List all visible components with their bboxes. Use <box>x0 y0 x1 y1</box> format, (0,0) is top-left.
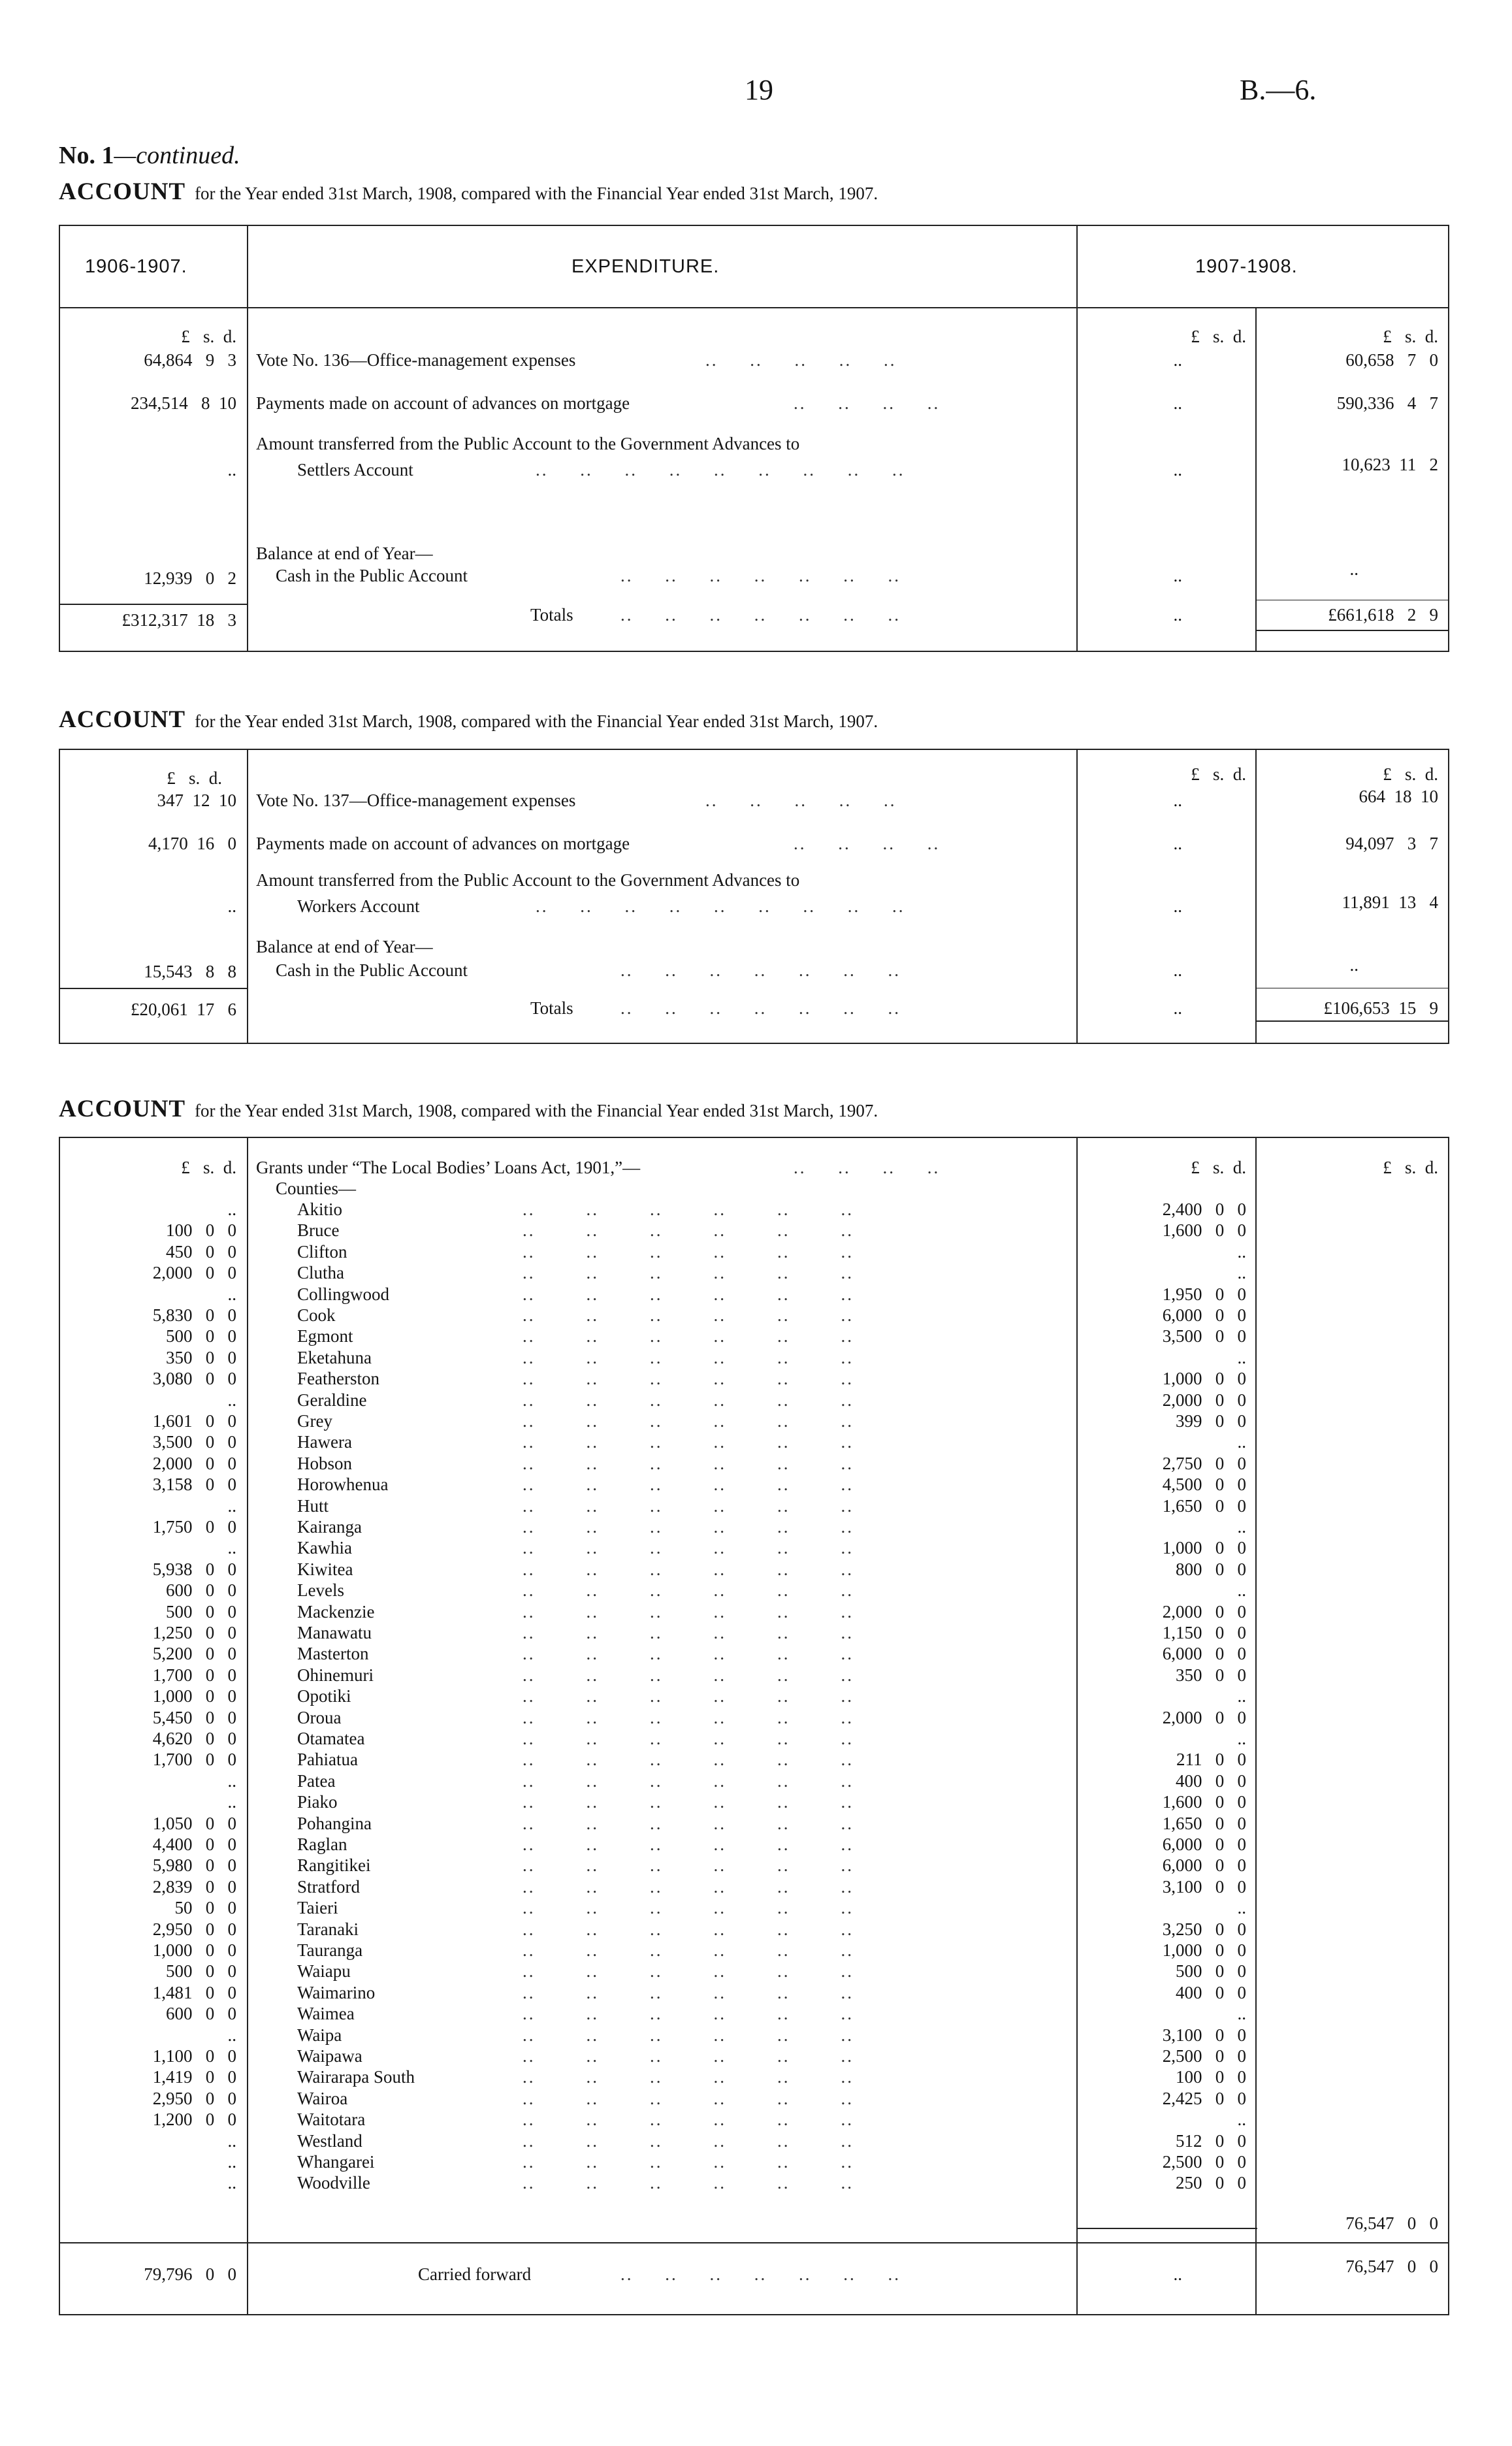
prev-amount: 234,514 8 10 <box>131 393 236 413</box>
row-description: Amount transferred from the Public Account to the Government Advances to <box>256 870 800 890</box>
county-prev-amount: 1,200 0 0 <box>152 2110 236 2129</box>
county-cur-amount: 399 0 0 <box>1176 1411 1246 1431</box>
county-prev-amount: .. <box>227 2152 236 2172</box>
counties-heading: Counties— <box>276 1179 357 1198</box>
county-prev-amount: 1,750 0 0 <box>152 1517 236 1537</box>
row-description: Payments made on account of advances on mortgage <box>256 393 630 413</box>
prev-amount: .. <box>227 460 236 480</box>
county-cur-amount: 250 0 0 <box>1176 2173 1246 2193</box>
carried-prev: 79,796 0 0 <box>144 2264 236 2284</box>
county-name: Clutha <box>297 1263 344 1282</box>
totals-label: Totals <box>530 605 573 625</box>
county-prev-amount: .. <box>227 1199 236 1219</box>
county-prev-amount: 1,481 0 0 <box>152 1983 236 2002</box>
col2-amount: 60,658 7 0 <box>1345 350 1438 370</box>
county-name: Piako <box>297 1792 338 1812</box>
lsd-heading: £ s. d. <box>181 327 236 346</box>
county-prev-amount: .. <box>227 1771 236 1791</box>
county-cur-amount: .. <box>1237 1517 1246 1537</box>
page-number: 19 <box>745 74 773 106</box>
county-name: Waimarino <box>297 1983 376 2002</box>
continued-number: No. 1 <box>59 142 114 169</box>
county-prev-amount: 2,839 0 0 <box>152 1877 236 1897</box>
col2-amount: .. <box>1349 955 1359 975</box>
county-name: Wairarapa South <box>297 2067 415 2087</box>
county-cur-amount: 1,600 0 0 <box>1162 1220 1246 1240</box>
county-cur-amount: 1,650 0 0 <box>1162 1814 1246 1833</box>
county-cur-amount: 2,425 0 0 <box>1162 2089 1246 2108</box>
county-name: Waipawa <box>297 2046 362 2066</box>
lsd-heading: £ s. d. <box>181 1158 236 1177</box>
county-cur-amount: 2,500 0 0 <box>1162 2046 1246 2066</box>
county-name: Wairoa <box>297 2089 348 2108</box>
report-code: B.—6. <box>1240 74 1317 106</box>
county-name: Taranaki <box>297 1919 359 1939</box>
account-3-label: ACCOUNT <box>59 1096 186 1122</box>
county-prev-amount: .. <box>227 2025 236 2045</box>
county-cur-amount: 211 0 0 <box>1176 1750 1246 1769</box>
county-cur-amount: .. <box>1237 2110 1246 2129</box>
row-description: Cash in the Public Account <box>276 960 468 980</box>
county-cur-amount: 3,100 0 0 <box>1162 2025 1246 2045</box>
county-prev-amount: 5,830 0 0 <box>152 1305 236 1325</box>
lsd-heading: £ s. d. <box>167 768 222 788</box>
prev-amount: 4,170 16 0 <box>148 834 236 853</box>
continued-word: —continued. <box>114 142 240 169</box>
county-name: Hawera <box>297 1432 352 1452</box>
county-name: Egmont <box>297 1326 353 1346</box>
county-prev-amount: .. <box>227 2131 236 2151</box>
county-prev-amount: .. <box>227 1496 236 1516</box>
county-cur-amount: .. <box>1237 1432 1246 1452</box>
county-cur-amount: 6,000 0 0 <box>1162 1644 1246 1663</box>
county-name: Cook <box>297 1305 336 1325</box>
county-prev-amount: 2,000 0 0 <box>152 1454 236 1473</box>
county-name: Raglan <box>297 1834 347 1854</box>
county-prev-amount: 600 0 0 <box>166 2004 236 2023</box>
county-prev-amount: 50 0 0 <box>174 1898 236 1917</box>
account-2-subtitle: for the Year ended 31st March, 1908, compared with the Financial Year ended 31st March, 1907. <box>195 711 878 731</box>
county-cur-amount: .. <box>1237 1580 1246 1600</box>
county-prev-amount: 5,200 0 0 <box>152 1644 236 1663</box>
county-cur-amount: .. <box>1237 1898 1246 1917</box>
county-cur-amount: 100 0 0 <box>1176 2067 1246 2087</box>
account-3-heading <box>59 1095 878 1123</box>
row-description: Settlers Account <box>297 460 413 480</box>
account-2-heading <box>59 706 878 734</box>
county-name: Kiwitea <box>297 1559 353 1579</box>
row-description: Vote No. 136—Office-management expenses <box>256 350 576 370</box>
county-cur-amount: 1,000 0 0 <box>1162 1369 1246 1388</box>
county-name: Clifton <box>297 1242 347 1262</box>
county-cur-amount: 350 0 0 <box>1176 1665 1246 1685</box>
county-name: Tauranga <box>297 1940 363 1960</box>
county-prev-amount: .. <box>227 1390 236 1410</box>
row-description: Amount transferred from the Public Account to the Government Advances to <box>256 434 800 453</box>
county-prev-amount: 350 0 0 <box>166 1348 236 1367</box>
county-prev-amount: 1,700 0 0 <box>152 1665 236 1685</box>
county-name: Westland <box>297 2131 362 2151</box>
county-cur-amount: 1,000 0 0 <box>1162 1538 1246 1557</box>
county-name: Pahiatua <box>297 1750 358 1769</box>
col1-amount: .. <box>1173 998 1182 1018</box>
col1-amount: .. <box>1173 350 1182 370</box>
county-cur-amount: 2,500 0 0 <box>1162 2152 1246 2172</box>
county-prev-amount: 450 0 0 <box>166 1242 236 1262</box>
county-prev-amount: 600 0 0 <box>166 1580 236 1600</box>
lsd-heading: £ s. d. <box>1191 764 1246 784</box>
county-prev-amount: .. <box>227 2173 236 2193</box>
col-expenditure: EXPENDITURE. <box>571 256 720 277</box>
county-prev-amount: 4,620 0 0 <box>152 1729 236 1748</box>
account-1-heading <box>59 178 878 206</box>
county-prev-amount: 100 0 0 <box>166 1220 236 1240</box>
county-name: Collingwood <box>297 1284 390 1304</box>
county-prev-amount: .. <box>227 1792 236 1812</box>
county-prev-amount: 1,000 0 0 <box>152 1940 236 1960</box>
county-prev-amount: 1,100 0 0 <box>152 2046 236 2066</box>
county-cur-amount: 6,000 0 0 <box>1162 1855 1246 1875</box>
county-name: Rangitikei <box>297 1855 371 1875</box>
county-prev-amount: 5,938 0 0 <box>152 1559 236 1579</box>
county-name: Akitio <box>297 1199 343 1219</box>
prev-amount: .. <box>227 896 236 916</box>
county-name: Oroua <box>297 1708 342 1727</box>
row-description: Payments made on account of advances on mortgage <box>256 834 630 853</box>
county-cur-amount: 400 0 0 <box>1176 1983 1246 2002</box>
county-cur-amount: 4,500 0 0 <box>1162 1475 1246 1494</box>
county-cur-amount: 1,000 0 0 <box>1162 1940 1246 1960</box>
county-prev-amount: 4,400 0 0 <box>152 1834 236 1854</box>
county-name: Kairanga <box>297 1517 362 1537</box>
county-name: Waitotara <box>297 2110 366 2129</box>
col2-amount: 664 18 10 <box>1359 787 1438 806</box>
county-name: Eketahuna <box>297 1348 372 1367</box>
document-page: 19 B.—6. No. 1—continued. ACCOUNT for the Year ended 31st March, 1908, compared with the Financial Year ended 31st March, 1907. 1906-1907. EXPENDITURE. 1907-1908. £ s. d. £ s. d. £ s. d. 64,864 9 3 Vote No. 136—Office-management expenses .. .. .. .. .. .. 60,658 7 0 234,514 8 10 Payments made on account of advances on mortgage .. .. .. .. .. 590,336 4 7 Amount transferred from the Public Account to the Government Advances to .. Settlers Account .. .. .. .. .. .. .. .. .. .. 10,623 11 2 Balance at end of Year— 12,939 0 2 Cash in the Public Account .. .. .. .. .. .. .. .. .. £312,317 18 3 Totals .. .. .. .. .. .. .. .. £661,618 2 9 ACCOUNT for the Year ended 31st March, 1908, compared with the Financial Year ended 31st March, 1907. £ s. d. £ s. d. £ s. d. 347 12 10 Vote No. 137—Office-management expenses .. .. .. .. .. .. 664 18 10 4,170 16 0 Payments made on account of advances on mortgage .. .. .. .. .. 94,097 3 7 Amount transferred from the Public Account to the Government Advances to .. Workers Account .. .. .. .. .. .. .. .. .. .. 11,891 13 4 Balance at end of Year— 15,543 8 8 Cash in the Public Account .. .. .. .. .. .. .. .. .. £20,061 17 6 Totals .. .. .. .. .. .. .. .. £106,653 15 9 ACCOUNT for the Year ended 31st March, 1908, compared with the Financial Year ended 31st March, 1907. £ s. d. £ s. d. £ s. d. Grants under “The Local Bodies’ Loans Act, 1901,”— .. .. .. .. Counties— .. Akitio .. .. .. .. .. .. 2,400 0 0 100 0 0 Bruce .. .. .. .. .. .. 1,600 0 0 450 0 0 Clifton .. .. .. .. .. .. .. 2,000 0 0 Clutha .. .. .. .. .. .. .. .. Collingwood .. .. .. .. .. .. 1,950 0 0 5,830 0 0 Cook .. .. .. .. .. .. 6,000 0 0 500 0 0 Egmont .. .. .. .. .. .. 3,500 0 0 350 0 0 Eketahuna .. .. .. .. .. .. .. 3,080 0 0 Featherston .. .. .. .. .. .. 1,000 0 0 .. Geraldine .. .. .. .. .. .. 2,000 0 0 1,601 0 0 Grey .. .. .. .. .. .. 399 0 0 3,500 0 0 Hawera .. .. .. .. .. .. .. 2,000 0 0 Hobson .. .. .. .. .. .. 2,750 0 0 3,158 0 0 Horowhenua .. .. .. .. .. .. 4,500 0 0 .. Hutt .. .. .. .. .. .. 1,650 0 0 1,750 0 0 Kairanga .. .. .. .. .. .. .. .. Kawhia .. .. .. .. .. .. 1,000 0 0 5,938 0 0 Kiwitea .. .. .. .. .. .. 800 0 0 600 0 0 Levels .. .. .. .. .. .. .. 500 0 0 Mackenzie .. .. .. .. .. .. 2,000 0 0 1,250 0 0 Manawatu .. .. .. .. .. .. 1,150 0 0 5,200 0 0 Masterton .. .. .. .. .. .. 6,000 0 0 1,700 0 0 Ohinemuri .. .. .. .. .. .. 350 0 0 1,000 0 0 Opotiki .. .. .. .. .. .. .. 5,450 0 0 Oroua .. .. .. .. .. .. 2,000 0 0 4,620 0 0 Otamatea .. .. .. .. .. .. .. 1,700 0 0 Pahiatua .. .. .. .. .. .. 211 0 0 .. Patea .. .. .. .. .. .. 400 0 0 .. Piako .. .. .. .. .. .. 1,600 0 0 1,050 0 0 Pohangina .. .. .. .. .. .. 1,650 0 0 4,400 0 0 Raglan .. .. .. .. .. .. 6,000 0 0 5,980 0 0 Rangitikei .. .. .. .. .. .. 6,000 0 0 2,839 0 0 Stratford .. .. .. .. .. .. 3,100 0 0 50 0 0 Taieri .. .. .. .. .. .. .. 2,950 0 0 Taranaki .. .. .. .. .. .. 3,250 0 0 1,000 0 0 Tauranga .. .. .. .. .. .. 1,000 0 0 500 0 0 Waiapu .. .. .. .. .. .. 500 0 0 1,481 0 0 Waimarino .. .. .. .. .. .. 400 0 0 600 0 0 Waimea .. .. .. .. .. .. .. .. Waipa .. .. .. .. .. .. 3,100 0 0 1,100 0 0 Waipawa .. .. .. .. .. .. 2,500 0 0 1,419 0 0 Wairarapa South .. .. .. .. .. .. 100 0 0 2,950 0 0 Wairoa .. .. .. .. .. .. 2,425 0 0 1,200 0 0 Waitotara .. .. .. .. .. .. .. .. Westland .. .. .. .. .. .. 512 0 0 .. Whangarei .. .. .. .. .. .. 2,500 0 0 .. Woodville .. .. .. .. .. .. 250 0 0 76,547 0 0 79,796 0 0 Carried forward .. .. .. .. .. .. .. .. 76,547 0 0 <box>0 0 1512 2446</box>
col1-amount: .. <box>1173 834 1182 853</box>
county-prev-amount: 5,980 0 0 <box>152 1855 236 1875</box>
col1-amount: .. <box>1173 393 1182 413</box>
prev-total: £312,317 18 3 <box>121 610 236 630</box>
county-name: Featherston <box>297 1369 379 1388</box>
county-name: Taieri <box>297 1898 338 1917</box>
county-prev-amount: 1,250 0 0 <box>152 1623 236 1642</box>
account-2-label: ACCOUNT <box>59 706 186 733</box>
county-cur-amount: 2,750 0 0 <box>1162 1454 1246 1473</box>
county-prev-amount: 500 0 0 <box>166 1326 236 1346</box>
lsd-heading: £ s. d. <box>1383 764 1438 784</box>
account-1-subtitle: for the Year ended 31st March, 1908, compared with the Financial Year ended 31st March, 1907. <box>195 184 878 203</box>
row-description: Workers Account <box>297 896 420 916</box>
cur-total: £106,653 15 9 <box>1323 998 1438 1018</box>
col1-amount: .. <box>1173 896 1182 916</box>
county-cur-amount: 2,000 0 0 <box>1162 1602 1246 1622</box>
county-prev-amount: 3,158 0 0 <box>152 1475 236 1494</box>
county-prev-amount: 500 0 0 <box>166 1602 236 1622</box>
totals-label: Totals <box>530 998 573 1018</box>
county-name: Bruce <box>297 1220 340 1240</box>
col1-amount: .. <box>1173 605 1182 625</box>
county-cur-amount: 3,500 0 0 <box>1162 1326 1246 1346</box>
county-cur-amount: 6,000 0 0 <box>1162 1834 1246 1854</box>
prev-amount: 12,939 0 2 <box>144 568 236 588</box>
county-cur-amount: 2,400 0 0 <box>1162 1199 1246 1219</box>
county-name: Woodville <box>297 2173 370 2193</box>
continued-heading <box>59 141 240 170</box>
row-description: Vote No. 137—Office-management expenses <box>256 791 576 810</box>
county-name: Waiapu <box>297 1961 351 1981</box>
county-cur-amount: 1,600 0 0 <box>1162 1792 1246 1812</box>
county-cur-amount: .. <box>1237 1348 1246 1367</box>
carried-forward-label: Carried forward <box>418 2264 532 2284</box>
lsd-heading: £ s. d. <box>1191 327 1246 346</box>
col2-amount: 590,336 4 7 <box>1336 393 1438 413</box>
col1-amount: .. <box>1173 2264 1182 2284</box>
county-name: Manawatu <box>297 1623 372 1642</box>
county-cur-amount: 3,100 0 0 <box>1162 1877 1246 1897</box>
county-name: Patea <box>297 1771 336 1791</box>
prev-amount: 347 12 10 <box>157 791 236 810</box>
lsd-heading: £ s. d. <box>1191 1158 1246 1177</box>
county-cur-amount: .. <box>1237 1242 1246 1262</box>
col2-amount: 11,891 13 4 <box>1342 892 1438 912</box>
county-prev-amount: 2,950 0 0 <box>152 2089 236 2108</box>
county-name: Masterton <box>297 1644 369 1663</box>
prev-amount: 64,864 9 3 <box>144 350 236 370</box>
county-cur-amount: 2,000 0 0 <box>1162 1708 1246 1727</box>
county-prev-amount: 500 0 0 <box>166 1961 236 1981</box>
grants-intro: Grants under “The Local Bodies’ Loans Act, 1901,”— <box>256 1158 641 1177</box>
county-prev-amount: 1,601 0 0 <box>152 1411 236 1431</box>
county-prev-amount: 1,050 0 0 <box>152 1814 236 1833</box>
county-cur-amount: .. <box>1237 1263 1246 1282</box>
account-1-label: ACCOUNT <box>59 178 186 205</box>
county-prev-amount: 1,419 0 0 <box>152 2067 236 2087</box>
col2-amount: 10,623 11 2 <box>1342 455 1438 474</box>
col1-amount: .. <box>1173 960 1182 980</box>
account-3-subtitle: for the Year ended 31st March, 1908, compared with the Financial Year ended 31st March, 1907. <box>195 1101 878 1120</box>
county-cur-amount: 800 0 0 <box>1176 1559 1246 1579</box>
county-name: Hutt <box>297 1496 329 1516</box>
county-cur-amount: 1,650 0 0 <box>1162 1496 1246 1516</box>
county-name: Kawhia <box>297 1538 352 1557</box>
col-1906-1907: 1906-1907. <box>85 256 187 277</box>
cur-total: £661,618 2 9 <box>1328 605 1438 625</box>
county-cur-amount: 6,000 0 0 <box>1162 1305 1246 1325</box>
county-cur-amount: .. <box>1237 2004 1246 2023</box>
county-prev-amount: 3,500 0 0 <box>152 1432 236 1452</box>
county-cur-amount: 1,150 0 0 <box>1162 1623 1246 1642</box>
county-name: Pohangina <box>297 1814 372 1833</box>
county-cur-amount: .. <box>1237 1729 1246 1748</box>
col2-amount: 94,097 3 7 <box>1345 834 1438 853</box>
county-name: Mackenzie <box>297 1602 375 1622</box>
prev-total: £20,061 17 6 <box>131 1000 236 1019</box>
col-1907-1908: 1907-1908. <box>1195 256 1298 277</box>
county-cur-amount: 1,950 0 0 <box>1162 1284 1246 1304</box>
county-prev-amount: .. <box>227 1284 236 1304</box>
county-cur-amount: 3,250 0 0 <box>1162 1919 1246 1939</box>
col1-amount: .. <box>1173 791 1182 810</box>
county-cur-amount: 512 0 0 <box>1176 2131 1246 2151</box>
row-description: Cash in the Public Account <box>276 566 468 585</box>
county-name: Whangarei <box>297 2152 375 2172</box>
counties-subtotal: 76,547 0 0 <box>1345 2213 1438 2233</box>
county-name: Waipa <box>297 2025 342 2045</box>
county-prev-amount: 1,000 0 0 <box>152 1686 236 1706</box>
row-description: Balance at end of Year— <box>256 937 433 956</box>
county-name: Stratford <box>297 1877 360 1897</box>
county-prev-amount: 2,950 0 0 <box>152 1919 236 1939</box>
county-cur-amount: 2,000 0 0 <box>1162 1390 1246 1410</box>
county-name: Otamatea <box>297 1729 365 1748</box>
county-prev-amount: 3,080 0 0 <box>152 1369 236 1388</box>
county-prev-amount: .. <box>227 1538 236 1557</box>
county-name: Hobson <box>297 1454 353 1473</box>
lsd-heading: £ s. d. <box>1383 1158 1438 1177</box>
county-prev-amount: 2,000 0 0 <box>152 1263 236 1282</box>
county-name: Geraldine <box>297 1390 367 1410</box>
county-cur-amount: .. <box>1237 1686 1246 1706</box>
row-description: Balance at end of Year— <box>256 544 433 563</box>
lsd-heading: £ s. d. <box>1383 327 1438 346</box>
county-name: Ohinemuri <box>297 1665 374 1685</box>
county-name: Levels <box>297 1580 344 1600</box>
county-cur-amount: 400 0 0 <box>1176 1771 1246 1791</box>
county-prev-amount: 1,700 0 0 <box>152 1750 236 1769</box>
county-cur-amount: 500 0 0 <box>1176 1961 1246 1981</box>
county-name: Grey <box>297 1411 332 1431</box>
county-name: Horowhenua <box>297 1475 389 1494</box>
carried-total: 76,547 0 0 <box>1345 2257 1438 2276</box>
county-name: Opotiki <box>297 1686 351 1706</box>
col2-amount: .. <box>1349 559 1359 579</box>
prev-amount: 15,543 8 8 <box>144 962 236 981</box>
col1-amount: .. <box>1173 566 1182 585</box>
col1-amount: .. <box>1173 460 1182 480</box>
county-prev-amount: 5,450 0 0 <box>152 1708 236 1727</box>
county-name: Waimea <box>297 2004 355 2023</box>
